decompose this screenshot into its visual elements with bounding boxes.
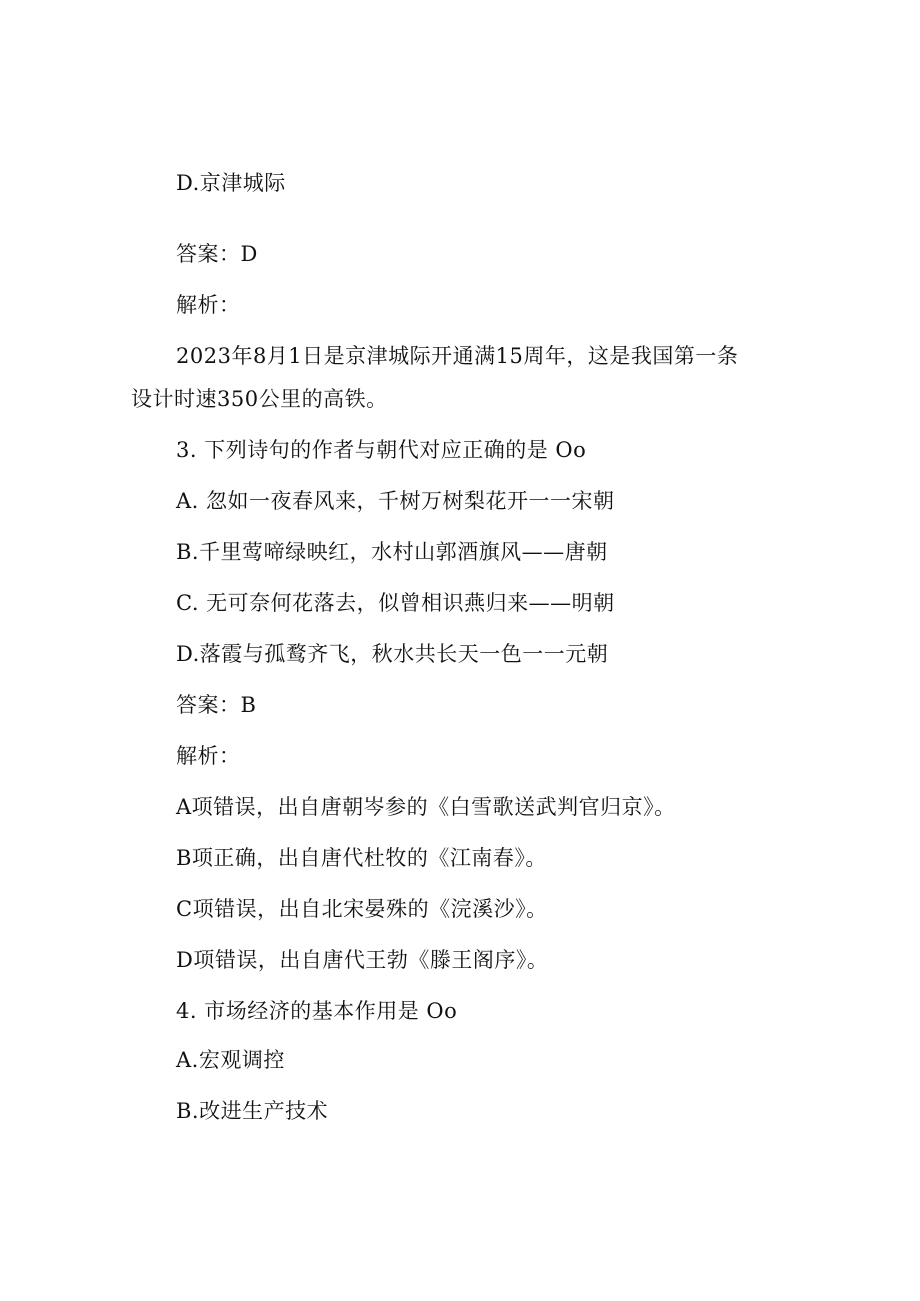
analysis-item-b: B项正确，出自唐代杜牧的《江南春》。	[176, 846, 547, 870]
question-3-option-d: D.落霞与孤鹜齐飞，秋水共长天一色一一元朝	[176, 642, 609, 666]
analysis-text-continued: 设计时速350公里的高铁。	[131, 387, 388, 411]
question-3: 3. 下列诗句的作者与朝代对应正确的是 Oo	[176, 438, 587, 462]
analysis-label: 解析：	[176, 744, 241, 768]
answer-line: 答案：D	[176, 242, 258, 266]
analysis-label: 解析：	[176, 293, 241, 317]
analysis-item-a: A项错误，出自唐朝岑参的《白雪歌送武判官归京》。	[176, 795, 676, 819]
answer-line: 答案：B	[176, 693, 257, 717]
question-4: 4. 市场经济的基本作用是 Oo	[176, 999, 458, 1023]
option-d-jingjin: D.京津城际	[176, 171, 286, 195]
question-4-option-b: B.改进生产技术	[176, 1099, 329, 1123]
question-4-option-a: A.宏观调控	[176, 1048, 285, 1072]
question-3-option-b: B.千里莺啼绿映红，水村山郭酒旗风——唐朝	[176, 540, 608, 564]
analysis-item-c: C项错误，出自北宋晏殊的《浣溪沙》。	[176, 897, 548, 921]
question-3-option-c: C. 无可奈何花落去，似曾相识燕归来——明朝	[176, 591, 615, 615]
analysis-text: 2023年8月1日是京津城际开通满15周年，这是我国第一条	[176, 344, 739, 368]
analysis-item-d: D项错误，出自唐代王勃《滕王阁序》。	[176, 948, 549, 972]
question-3-option-a: A. 忽如一夜春风来，千树万树梨花开一一宋朝	[176, 489, 615, 513]
